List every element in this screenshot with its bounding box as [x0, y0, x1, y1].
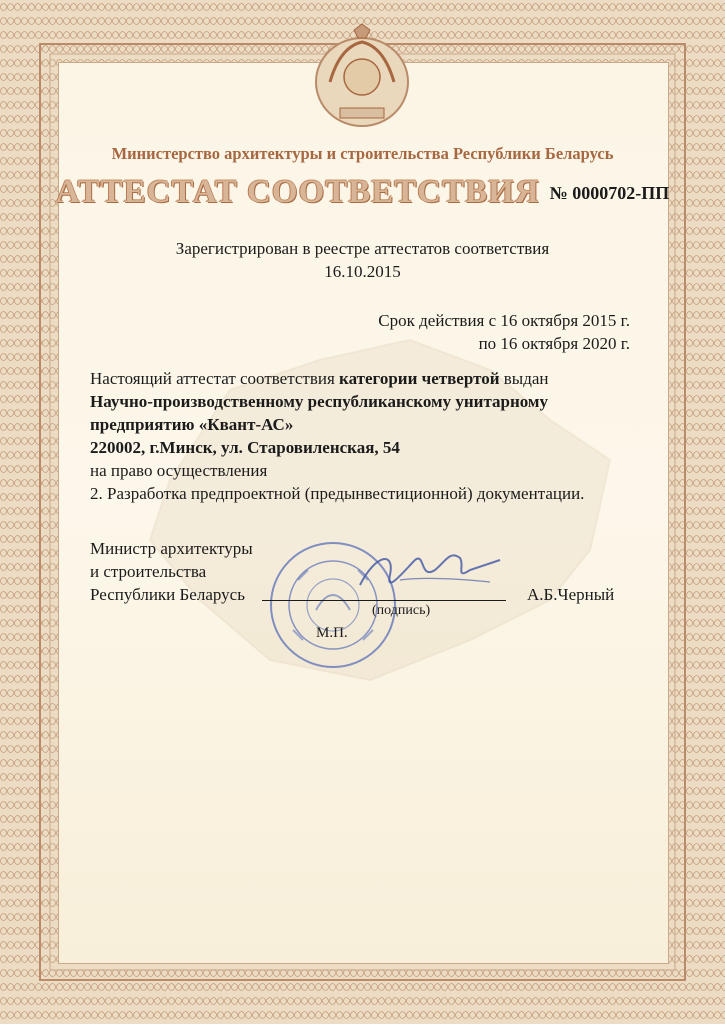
certificate-title-row [0, 174, 725, 211]
issued-text: выдан [499, 369, 549, 388]
body-intro-line [90, 367, 549, 390]
signatory-title-line2: и строительства [90, 562, 207, 581]
org-address: 220002, г.Минск, ул. Старовиленская, 54 [90, 438, 400, 457]
ministry-header: Министерство архитектуры и строительства Республики Беларусь [111, 144, 614, 163]
activity-line: 2. Разработка предпроектной (предынвестиционной) документации. [90, 484, 585, 503]
certificate-title: АТТЕСТАТ СООТВЕТСТВИЯ [55, 174, 540, 210]
handwritten-signature [340, 540, 510, 600]
signatory-title-line1: Министр архитектуры [90, 539, 253, 558]
body-intro: Настоящий аттестат соответствия [90, 369, 340, 388]
certificate-number: № 0000702-ПП [549, 183, 670, 203]
registered-date: 16.10.2015 [324, 262, 401, 281]
signatory-title-line3: Республики Беларусь [90, 585, 245, 604]
registered-line: Зарегистрирован в реестре аттестатов соответствия [175, 239, 550, 258]
validity-from: Срок действия с 16 октября 2015 г. [378, 311, 630, 330]
org-name-line1: Научно-производственному республиканскому унитарному [90, 392, 549, 411]
signature-caption: (подпись) [372, 603, 431, 618]
signatory-name: А.Б.Черный [527, 585, 615, 604]
right-to-line: на право осуществления [90, 461, 268, 480]
validity-to: по 16 октября 2020 г. [478, 334, 630, 353]
mp-label: М.П. [316, 625, 348, 641]
category-text: категории четвертой [339, 369, 500, 388]
state-emblem-icon [310, 22, 415, 132]
org-name-line2: предприятию «Квант-АС» [90, 415, 294, 434]
